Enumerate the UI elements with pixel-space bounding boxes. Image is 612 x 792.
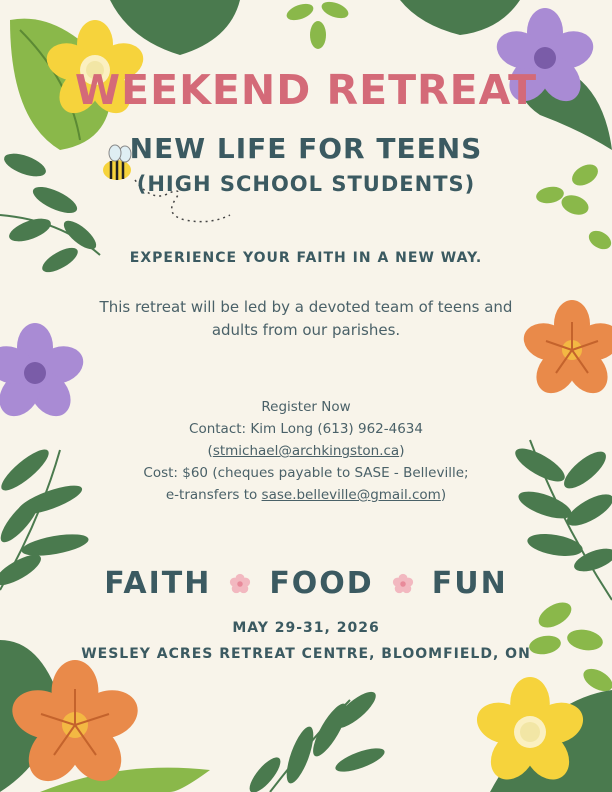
cost-line: Cost: $60 (cheques payable to SASE - Belleville;	[143, 465, 469, 481]
flower-bullet-icon	[229, 573, 251, 595]
etransfer-line	[0, 484, 612, 506]
food-label: FOOD	[269, 566, 374, 601]
event-venue: WESLEY ACRES RETREAT CENTRE, BLOOMFIELD, ON	[81, 646, 531, 662]
poster-description: This retreat will be led by a devoted team of teens and adults from our parishes.	[99, 298, 513, 339]
faith-label: FAITH	[104, 566, 212, 601]
contact-email-link[interactable]: stmichael@archkingston.ca	[212, 443, 400, 459]
flower-bullet-icon	[392, 573, 414, 595]
leaf-top-center	[284, 0, 350, 49]
faith-food-fun	[0, 566, 612, 601]
poster-subtitle: NEW LIFE FOR TEENS	[129, 132, 483, 165]
etransfer-prefix: e-transfers to	[165, 487, 262, 503]
poster-title: WEEKEND RETREAT	[74, 66, 538, 114]
contact-email-line	[0, 440, 612, 462]
paren-open: (	[207, 443, 213, 459]
leaf-top-right-2	[400, 0, 520, 35]
event-dates: MAY 29-31, 2026	[232, 620, 380, 636]
fun-label: FUN	[431, 566, 508, 601]
flower-orange-right	[519, 300, 612, 401]
contact-line: Contact: Kim Long (613) 962-4634	[189, 421, 423, 437]
registration-info	[0, 396, 612, 506]
paren-close: )	[399, 443, 405, 459]
etransfer-suffix: )	[440, 487, 447, 503]
register-label: Register Now	[261, 399, 351, 415]
fern-bottom-center	[245, 686, 387, 792]
poster-tagline: EXPERIENCE YOUR FAITH IN A NEW WAY.	[129, 250, 483, 266]
etransfer-email-link[interactable]: sase.belleville@gmail.com	[261, 487, 441, 503]
poster-audience: (HIGH SCHOOL STUDENTS)	[136, 172, 476, 196]
